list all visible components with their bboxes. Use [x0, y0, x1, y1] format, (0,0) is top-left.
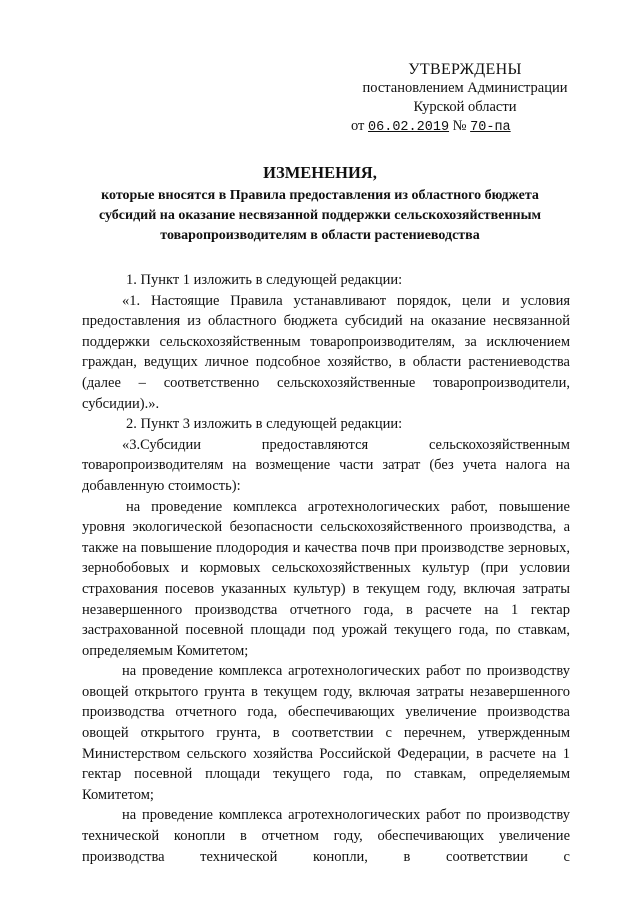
approval-date-line: [335, 117, 595, 137]
date-prefix: от: [351, 118, 365, 134]
paragraph-4: «3.Субсидии предоставляются сельскохозяйственным товаропроизводителям на возмещение части затрат (без учета налога на добавленную стоимость):: [82, 436, 570, 494]
heading-title: ИЗМЕНЕНИЯ,: [263, 163, 377, 182]
number-prefix: №: [452, 118, 467, 134]
approval-stamp: [335, 60, 595, 137]
approval-number: 70-па: [470, 120, 511, 135]
paragraph-2: «1. Настоящие Правила устанавливают порядок, цели и условия предоставления из областного бюджета субсидий на оказание несвязанной поддержки сельскохозяйственным товаропроизводителям, за исключением граждан, ведущих личное подсобное хозяйство, в области растениеводства (далее – соответственно сельскохозяйственные товаропроизводители, субсидии).».: [82, 292, 570, 412]
approval-line-2: Курской области: [413, 99, 517, 115]
paragraph-6: на проведение комплекса агротехнологических работ по производству овощей открытого грунта в текущем году, включая затраты незавершенного производства отчетного года, обеспечивающих увеличение производства овощей открытого грунта, в соответствии с перечнем, утвержденным Министерством сельского хозяйства Российской Федерации, в расчете на 1 гектар посевной площади текущего года, по ставкам, определяемым Комитетом;: [82, 663, 570, 803]
document-heading: [80, 162, 560, 246]
heading-subtitle: которые вносятся в Правила предоставления из областного бюджета субсидий на оказание несвязанной поддержки сельскохозяйственным товаропроизводителям в области растениеводства: [98, 188, 542, 243]
paragraph-3: 2. Пункт 3 изложить в следующей редакции:: [126, 416, 403, 433]
paragraph-5: на проведение комплекса агротехнологических работ, повышение уровня экологической безопасности сельскохозяйственного производства, а также на повышение плодородия и качества почв при производстве зерновых, зернобобовых и кормовых сельскохозяйственных культур (при условии страхования посевов указанных культур) в текущем году, включая затраты незавершенного производства отчетного года, в расчете на 1 гектар застрахованной посевной площади под урожай текущего года, по ставкам, определяемым Комитетом;: [82, 498, 570, 659]
approval-date: 06.02.2019: [368, 120, 450, 135]
paragraph-1: 1. Пункт 1 изложить в следующей редакции:: [126, 272, 403, 288]
paragraph-7: на проведение комплекса агротехнологических работ по производству технической конопли в отчетном году, обеспечивающих увеличение производства технической конопли, в соответствии с: [82, 807, 570, 865]
document-body: [82, 270, 570, 867]
approval-line-1: постановлением Администрации: [362, 80, 568, 96]
approval-title: УТВЕРЖДЕНЫ: [408, 61, 522, 78]
